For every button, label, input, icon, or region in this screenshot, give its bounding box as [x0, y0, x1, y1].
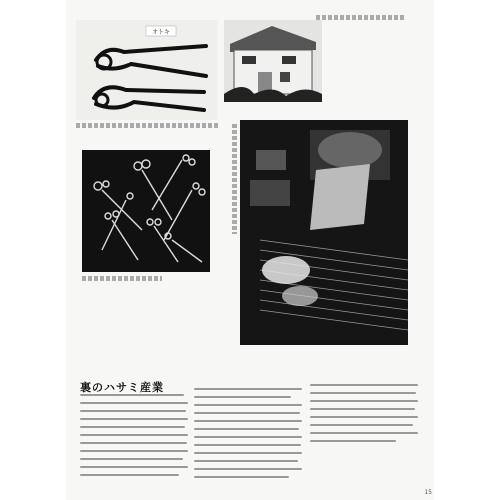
photo-building: [224, 20, 322, 102]
body-text-column-2: [194, 388, 302, 488]
caption-tools: [76, 123, 218, 128]
body-text-column-3: [310, 384, 418, 484]
photo-scissors: [82, 150, 210, 272]
building-illustration: [224, 20, 322, 102]
body-text-column-1: [80, 394, 188, 494]
workshop-illustration: [240, 120, 408, 345]
caption-scissors: [82, 276, 162, 281]
document-page: [66, 0, 434, 500]
page-number: 15: [424, 489, 432, 496]
section-title: 裏のハサミ産業: [80, 381, 164, 394]
caption-workshop: [232, 124, 237, 234]
photo-tools: [76, 20, 218, 120]
scissors-illustration: [82, 150, 210, 272]
photo-workshop: [240, 120, 408, 345]
caption-building: [316, 15, 406, 20]
tongs-illustration: [76, 20, 218, 120]
tools-tag-label: オトキ: [152, 29, 171, 36]
